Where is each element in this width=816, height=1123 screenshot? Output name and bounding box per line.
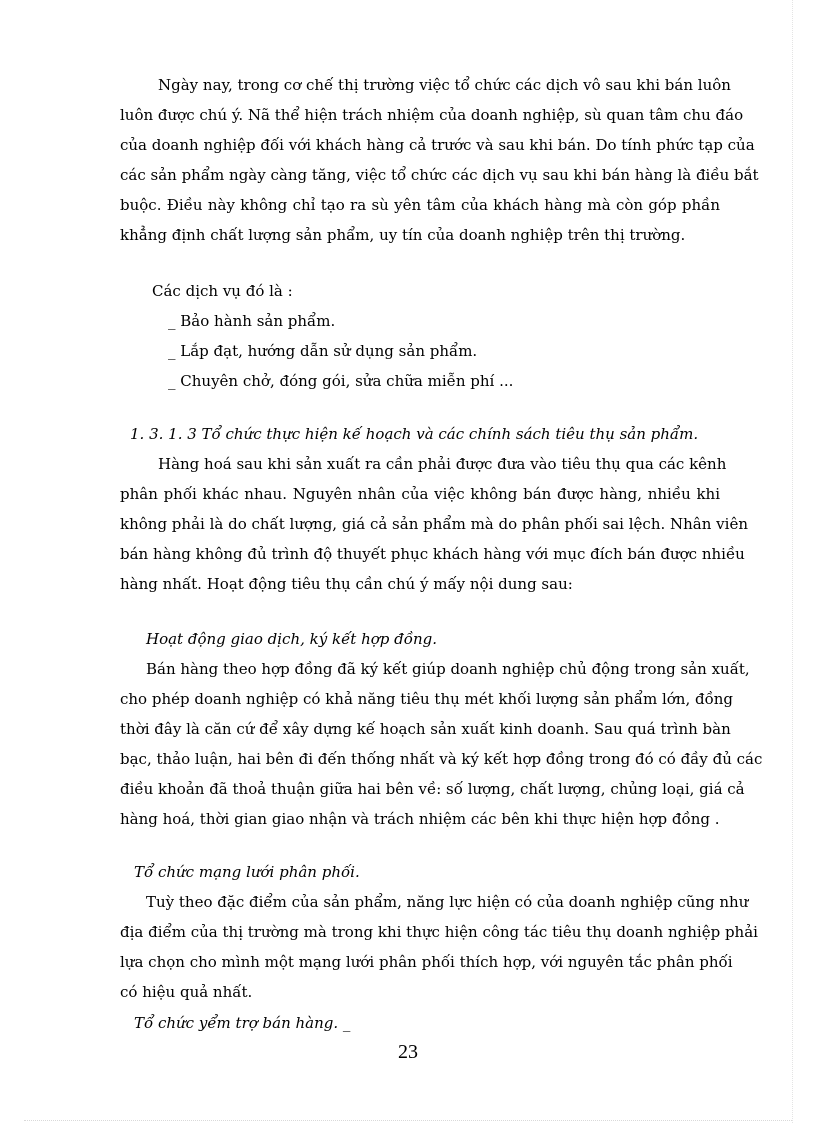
subheading-sales-support-text: Tổ chức yểm trợ bán hàng. bbox=[134, 1014, 339, 1032]
paragraph-1-line-4: các sản phẩm ngày càng tăng, việc tổ chức các dịch vụ sau khi bán hàng là điều bắt bbox=[120, 166, 759, 184]
paragraph-2-line-3: không phải là do chất lượng, giá cả sản phẩm mà do phân phối sai lệch. Nhân viên bbox=[120, 515, 748, 533]
service-item-warranty: _ Bảo hành sản phẩm. bbox=[168, 312, 336, 330]
subheading-sales-support bbox=[134, 1008, 350, 1038]
paragraph-3-line-4: bạc, thảo luận, hai bên đi đến thống nhất và ký kết hợp đồng trong đó có đầy đủ các bbox=[120, 750, 763, 768]
paragraph-3-line-2: cho phép doanh nghiệp có khả năng tiêu thụ mét khối lượng sản phẩm lớn, đồng bbox=[120, 690, 734, 708]
services-intro: Các dịch vụ đó là : bbox=[152, 282, 293, 300]
paragraph-4-line-3: lựa chọn cho mình một mạng lưới phân phối thích hợp, với nguyên tắc phân phối bbox=[120, 953, 733, 971]
paragraph-4-line-1: Tuỳ theo đặc điểm của sản phẩm, năng lực hiện có của doanh nghiệp cũng như bbox=[146, 893, 749, 911]
paragraph-2-line-5: hàng nhất. Hoạt động tiêu thụ cần chú ý mấy nội dung sau: bbox=[120, 575, 573, 593]
subheading-contract-transactions: Hoạt động giao dịch, ký kết hợp đồng. bbox=[146, 630, 437, 648]
service-item-installation: _ Lắp đạt, hướng dẫn sử dụng sản phẩm. bbox=[168, 342, 478, 360]
page-number: 23 bbox=[398, 1041, 418, 1063]
paragraph-4-line-4: có hiệu quả nhất. bbox=[120, 983, 253, 1001]
page-right-edge bbox=[792, 0, 793, 1123]
paragraph-2-line-1: Hàng hoá sau khi sản xuất ra cần phải được đưa vào tiêu thụ qua các kênh bbox=[158, 455, 727, 473]
paragraph-1-line-3: của doanh nghiệp đối với khách hàng cả trước và sau khi bán. Do tính phức tạp của bbox=[120, 136, 755, 154]
section-heading: 1. 3. 1. 3 Tổ chức thực hiện kế hoạch và các chính sách tiêu thụ sản phẩm. bbox=[130, 425, 699, 443]
paragraph-1-line-6: khẳng định chất lượng sản phẩm, uy tín của doanh nghiệp trên thị trường. bbox=[120, 226, 686, 244]
paragraph-2-line-2: phân phối khác nhau. Nguyên nhân của việc không bán được hàng, nhiều khi bbox=[120, 485, 720, 503]
subheading-distribution-network: Tổ chức mạng lưới phân phối. bbox=[134, 863, 360, 881]
paragraph-1-line-1: Ngày nay, trong cơ chế thị trường việc tổ chức các dịch vô sau khi bán luôn bbox=[158, 76, 731, 94]
subheading-sales-support-suffix: _ bbox=[342, 1014, 351, 1032]
paragraph-2-line-4: bán hàng không đủ trình độ thuyết phục khách hàng với mục đích bán được nhiều bbox=[120, 545, 745, 563]
paragraph-3-line-6: hàng hoá, thời gian giao nhận và trách nhiệm các bên khi thực hiện hợp đồng . bbox=[120, 810, 720, 828]
paragraph-3-line-5: điều khoản đã thoả thuận giữa hai bên về: số lượng, chất lượng, chủng loại, giá cả bbox=[120, 780, 745, 798]
paragraph-4-line-2: địa điểm của thị trường mà trong khi thực hiện công tác tiêu thụ doanh nghiệp phải bbox=[120, 923, 758, 941]
page-bottom-edge bbox=[24, 1120, 792, 1121]
paragraph-3-line-3: thời đây là căn cứ để xây dựng kế hoạch sản xuất kinh doanh. Sau quá trình bàn bbox=[120, 720, 731, 738]
paragraph-1-line-2: luôn được chú ý. Nã thể hiện trách nhiệm của doanh nghiệp, sù quan tâm chu đáo bbox=[120, 106, 744, 124]
service-item-shipping: _ Chuyên chở, đóng gói, sửa chữa miễn phí ... bbox=[168, 372, 514, 390]
paragraph-1-line-5: buộc. Điều này không chỉ tạo ra sù yên tâm của khách hàng mà còn góp phần bbox=[120, 196, 720, 214]
paragraph-3-line-1: Bán hàng theo hợp đồng đã ký kết giúp doanh nghiệp chủ động trong sản xuất, bbox=[146, 660, 750, 678]
